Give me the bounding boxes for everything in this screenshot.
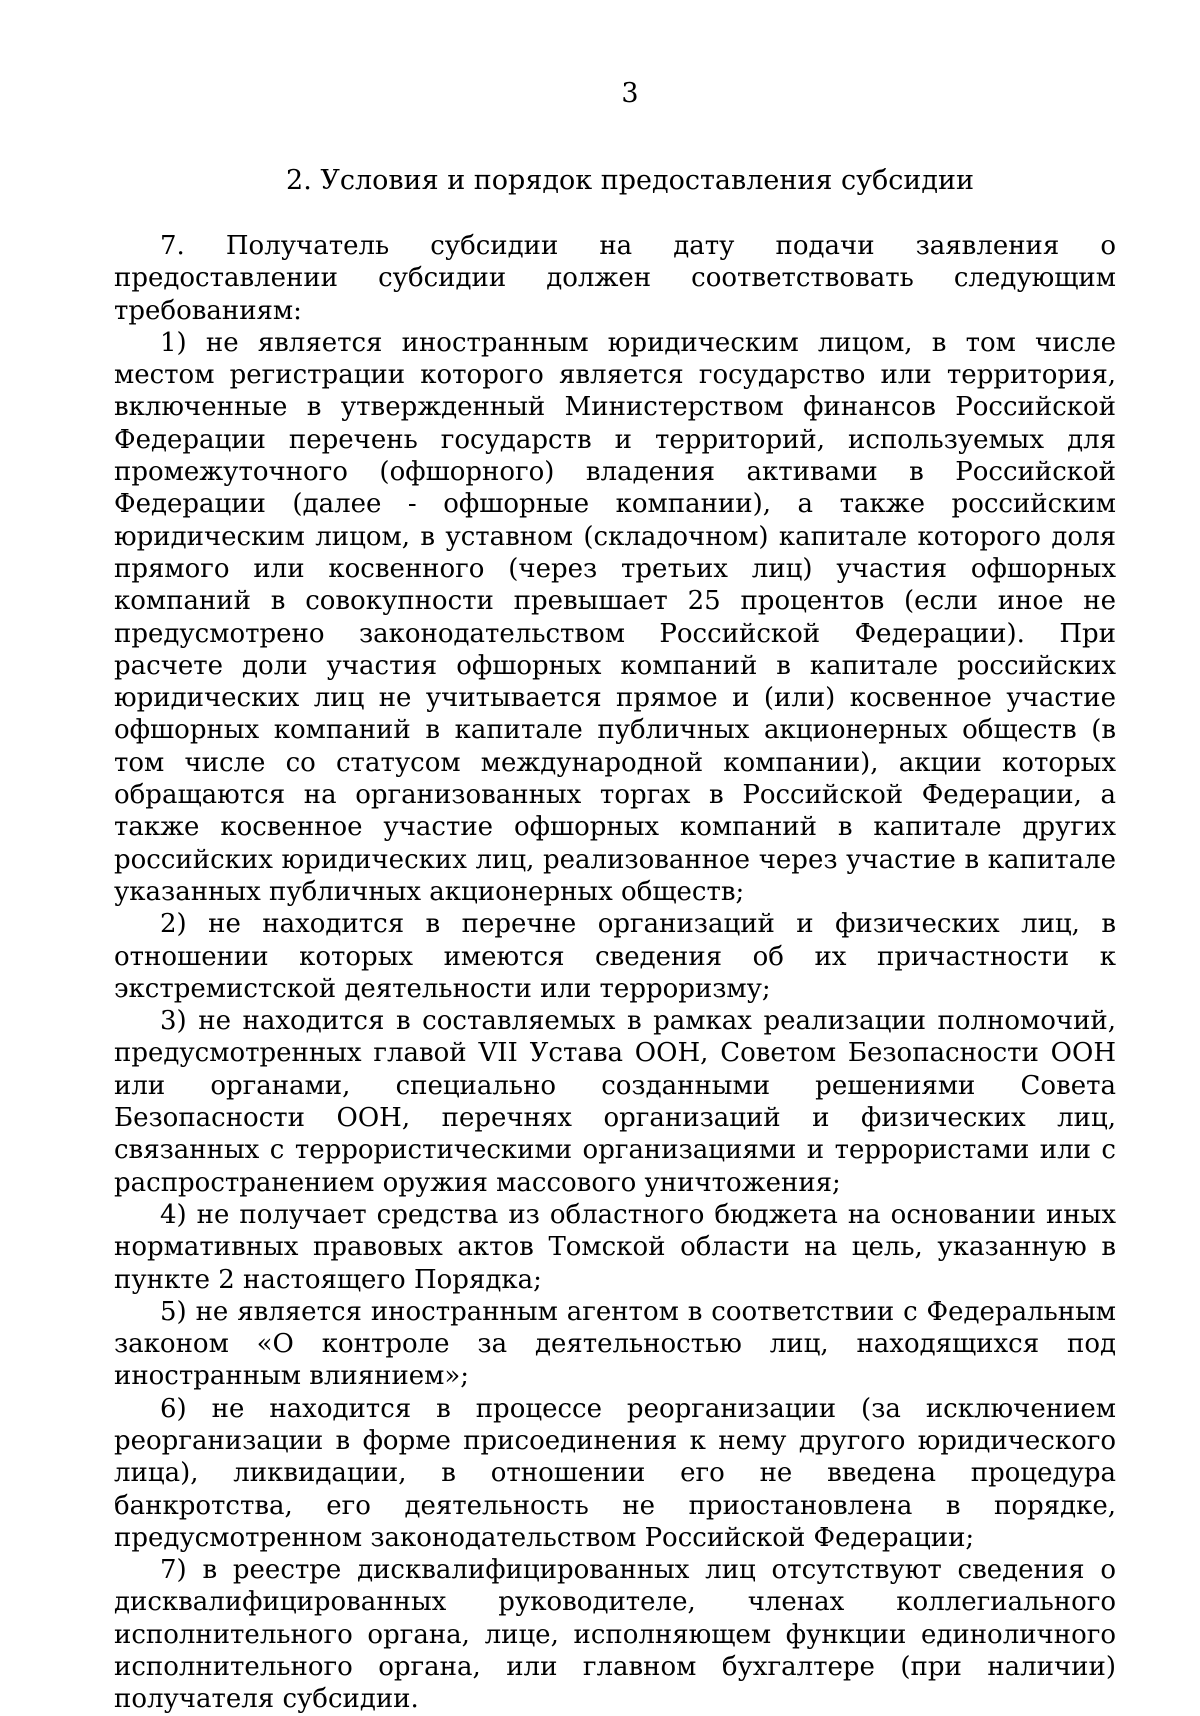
paragraph-item-5: 5) не является иностранным агентом в соответствии с Федеральным законом «О контроле за деятельностью лиц, находящихся под иностранным влиянием»;	[114, 1296, 1116, 1392]
paragraph-item-3: 3) не находится в составляемых в рамках реализации полномочий, предусмотренных главой VII Устава ООН, Советом Безопасности ООН или органами, специально созданными решениями Совета Безопасности ООН, перечнях организаций и физических лиц, связанных с террористическими организациями и террористами или с распространением оружия массового уничтожения;	[114, 1006, 1116, 1198]
page-number: 3	[621, 78, 639, 109]
section-heading: 2. Условия и порядок предоставления субсидии	[286, 165, 974, 196]
paragraph-item-4: 4) не получает средства из областного бюджета на основании иных нормативных правовых актов Томской области на цель, указанную в пункте 2 настоящего Порядка;	[114, 1199, 1116, 1295]
paragraph-item-7: 7) в реестре дисквалифицированных лиц отсутствуют сведения о дисквалифицированных руководителе, членах коллегиального исполнительного органа, лице, исполняющем функции единоличного исполнительного органа, или главном бухгалтере (при наличии) получателя субсидии.	[114, 1555, 1116, 1715]
paragraph-item-1: 1) не является иностранным юридическим лицом, в том числе местом регистрации которого является государство или территория, включенные в утвержденный Министерством финансов Российской Федерации перечень государств и территорий, используемых для промежуточного (офшорного) владения активами в Российской Федерации (далее - офшорные компании), а также российским юридическим лицом, в уставном (складочном) капитале которого доля прямого или косвенного (через третьих лиц) участия офшорных компаний в совокупности превышает 25 процентов (если иное не предусмотрено законодательством Российской Федерации). При расчете доли участия офшорных компаний в капитале российских юридических лиц не учитывается прямое и (или) косвенное участие офшорных компаний в капитале публичных акционерных обществ (в том числе со статусом международной компании), акции которых обращаются на организованных торгах в Российской Федерации, а также косвенное участие офшорных компаний в капитале других российских юридических лиц, реализованное через участие в капитале указанных публичных акционерных обществ;	[114, 327, 1116, 907]
document-body	[114, 230, 1116, 1716]
paragraph-requirements-intro: 7. Получатель субсидии на дату подачи заявления о предоставлении субсидии должен соответствовать следующим требованиям:	[114, 231, 1116, 326]
paragraph-item-6: 6) не находится в процессе реорганизации (за исключением реорганизации в форме присоединения к нему другого юридического лица), ликвидации, в отношении его не введена процедура банкротства, его деятельность не приостановлена в порядке, предусмотренном законодательством Российской Федерации;	[114, 1393, 1116, 1553]
paragraph-item-2: 2) не находится в перечне организаций и физических лиц, в отношении которых имеются сведения об их причастности к экстремистской деятельности или терроризму;	[114, 909, 1116, 1004]
